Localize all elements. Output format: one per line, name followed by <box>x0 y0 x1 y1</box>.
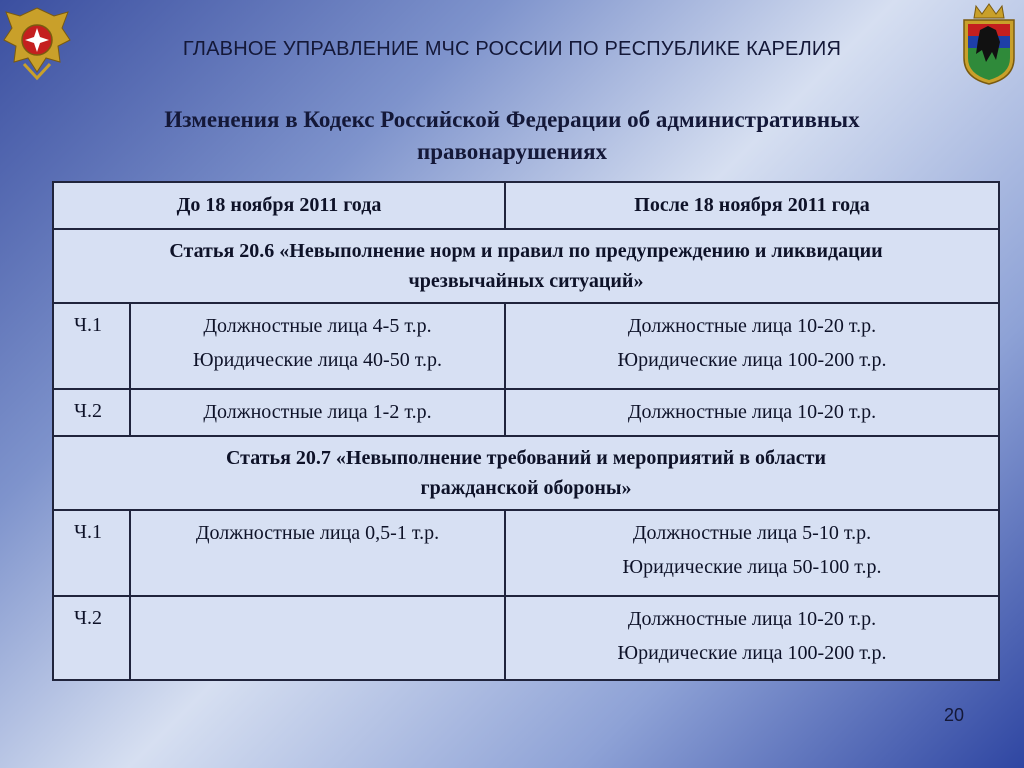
penalty-before <box>130 303 505 389</box>
part-label: Ч.2 <box>53 389 130 436</box>
article-title-line1: Статья 20.7 «Невыполнение требований и мероприятий в области <box>225 447 827 469</box>
penalty-line: Должностные лица 10-20 т.р. <box>627 315 877 337</box>
penalty-line: Юридические лица 100-200 т.р. <box>617 349 887 371</box>
part-label: Ч.2 <box>53 596 130 680</box>
column-header-before: До 18 ноября 2011 года <box>53 182 505 229</box>
article-title-line1: Статья 20.6 «Невыполнение норм и правил по предупреждению и ликвидации <box>169 240 883 262</box>
penalty-line: Должностные лица 10-20 т.р. <box>627 401 877 423</box>
penalty-before <box>130 389 505 436</box>
column-header-after: После 18 ноября 2011 года <box>505 182 999 229</box>
changes-table <box>52 181 1000 681</box>
penalty-after <box>505 303 999 389</box>
penalty-line: Должностные лица 0,5-1 т.р. <box>195 522 440 544</box>
slide-title-line2: правонарушениях <box>416 139 608 164</box>
penalty-before <box>130 510 505 596</box>
table-row <box>53 510 999 596</box>
penalty-line: Должностные лица 4-5 т.р. <box>203 315 432 337</box>
slide-title <box>60 104 964 168</box>
penalty-line: Юридические лица 50-100 т.р. <box>622 556 882 578</box>
table-row <box>53 389 999 436</box>
article-20-6-title <box>53 229 999 303</box>
penalty-after <box>505 510 999 596</box>
penalty-line: Должностные лица 1-2 т.р. <box>203 401 432 423</box>
organization-header: ГЛАВНОЕ УПРАВЛЕНИЕ МЧС РОССИИ ПО РЕСПУБЛИКЕ КАРЕЛИЯ <box>182 38 842 60</box>
part-label: Ч.1 <box>53 303 130 389</box>
article-20-7-title <box>53 436 999 510</box>
penalty-line: Должностные лица 5-10 т.р. <box>632 522 872 544</box>
slide-title-line1: Изменения в Кодекс Российской Федерации об административных <box>164 107 860 132</box>
penalty-after <box>505 596 999 680</box>
penalty-line: Юридические лица 100-200 т.р. <box>617 642 887 664</box>
table-header-row <box>53 182 999 229</box>
penalty-after <box>505 389 999 436</box>
article-row <box>53 436 999 510</box>
penalty-before-empty <box>130 596 505 680</box>
article-row <box>53 229 999 303</box>
article-title-line2: чрезвычайных ситуаций» <box>408 270 644 292</box>
penalty-line: Юридические лица 40-50 т.р. <box>193 349 442 371</box>
table-row <box>53 303 999 389</box>
article-title-line2: гражданской обороны» <box>420 477 632 499</box>
part-label: Ч.1 <box>53 510 130 596</box>
penalty-line: Должностные лица 10-20 т.р. <box>627 608 877 630</box>
table-row <box>53 596 999 680</box>
page-number: 20 <box>943 705 964 725</box>
